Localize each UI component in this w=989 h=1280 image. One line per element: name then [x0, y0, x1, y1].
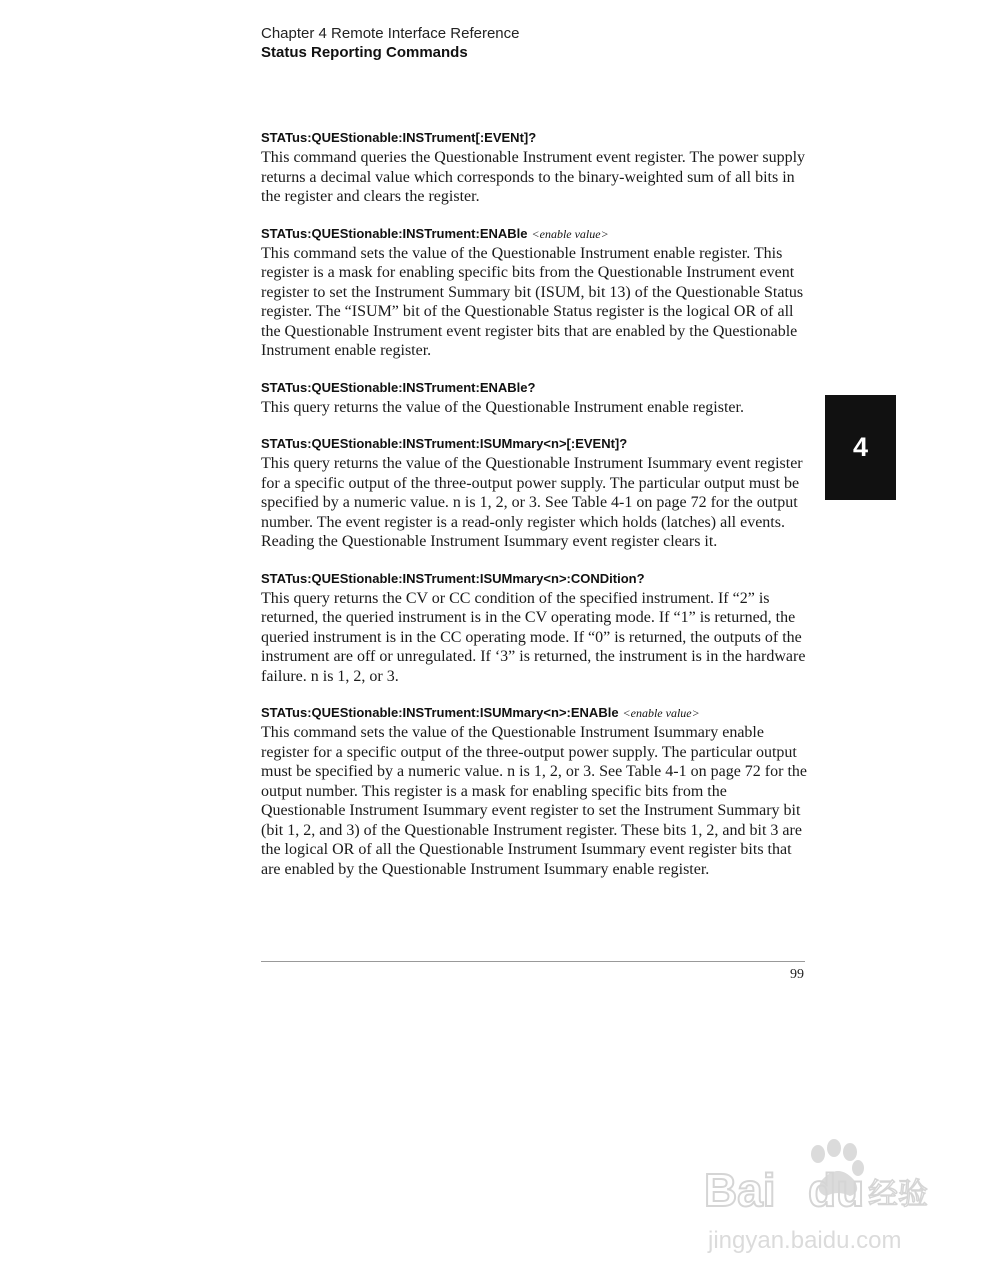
command-list: [261, 128, 811, 896]
command-description: This query returns the value of the Questionable Instrument Isummary event register for a specific output of the three-output power supply. The particular output must be specified by a numeric value. n is 1, 2, or 3. See Table 4-1 on page 72 for the output number. The event register is a read-only register which holds (latches) all events. Reading the Questionable Instrument Isummary event register clears it.: [261, 455, 803, 550]
watermark-logo: [700, 1128, 940, 1268]
command-description: This command sets the value of the Questionable Instrument enable register. This register is a mask for enabling specific bits from the Questionable Instrument event register to set the Instrument Summary bit (ISUM, bit 13) of the Questionable Status register. The “ISUM” bit of the Questionable Status register is the logical OR of all the Questionable Instrument event register bits that are enabled by the Questionable Instrument enable register.: [261, 244, 804, 359]
command-syntax: STATus:QUEStionable:INSTrument:ISUMmary<n>:ENABle <enable value>: [261, 705, 700, 720]
section-title: Status Reporting Commands: [261, 44, 468, 61]
command-entry: [261, 434, 811, 552]
svg-text:jingyan.baidu.com: jingyan.baidu.com: [708, 1227, 902, 1254]
command-entry: [261, 703, 811, 879]
command-entry: [261, 128, 811, 207]
svg-text:经验: 经验: [868, 1177, 928, 1212]
command-parameter: <enable value>: [622, 706, 700, 720]
command-syntax: STATus:QUEStionable:INSTrument:ISUMmary<n>[:EVENt]?: [261, 436, 628, 451]
footer-divider: [261, 961, 805, 962]
page-number: 99: [790, 967, 804, 982]
command-syntax: STATus:QUEStionable:INSTrument:ISUMmary<n>:CONDition?: [261, 570, 645, 586]
command-parameter: <enable value>: [531, 226, 609, 241]
command-syntax: STATus:QUEStionable:INSTrument:ENABle?: [261, 379, 536, 395]
svg-text:du: du: [808, 1164, 865, 1216]
command-syntax: STATus:QUEStionable:INSTrument:ENABle <enable value>: [261, 225, 609, 241]
command-entry: [261, 378, 811, 418]
chapter-tab: 4: [825, 395, 896, 500]
command-description: This query returns the value of the Questionable Instrument enable register.: [261, 398, 744, 416]
command-description: This command sets the value of the Questionable Instrument Isummary enable register for a specific output of the three-output power supply. The particular output must be specified by a numeric value. n is 1, 2, or 3. See Table 4-1 on page 72 for the output number. This register is a mask for enabling specific bits from the Questionable Instrument Isummary event register to set the Instrument Summary bit (bit 1, 2, and 3) of the Questionable Instrument register. These bits 1, 2, and bit 3 are the logical OR of all the Questionable Instrument Isummary event register bits that are enabled by the Questionable Instrument Isummary enable register.: [261, 724, 807, 878]
page-header: [261, 24, 519, 62]
command-syntax: STATus:QUEStionable:INSTrument[:EVENt]?: [261, 130, 537, 145]
command-entry: [261, 569, 811, 687]
command-description: This query returns the CV or CC condition of the specified instrument. If “2” is returned, the queried instrument is in the CV operating mode. If “1” is returned, the queried instrument is in the CC operating mode. If “0” is returned, the outputs of the instrument are off or unregulated. If ‘3” is returned, the instrument is in the hardware failure. n is 1, 2, or 3.: [261, 589, 806, 685]
command-description: This command queries the Questionable Instrument event register. The power supply returns a decimal value which corresponds to the binary-weighted sum of all bits in the register and clears the register.: [261, 149, 806, 205]
command-entry: [261, 224, 811, 361]
chapter-title: Chapter 4 Remote Interface Reference: [261, 25, 520, 42]
svg-text:Bai: Bai: [704, 1164, 776, 1216]
